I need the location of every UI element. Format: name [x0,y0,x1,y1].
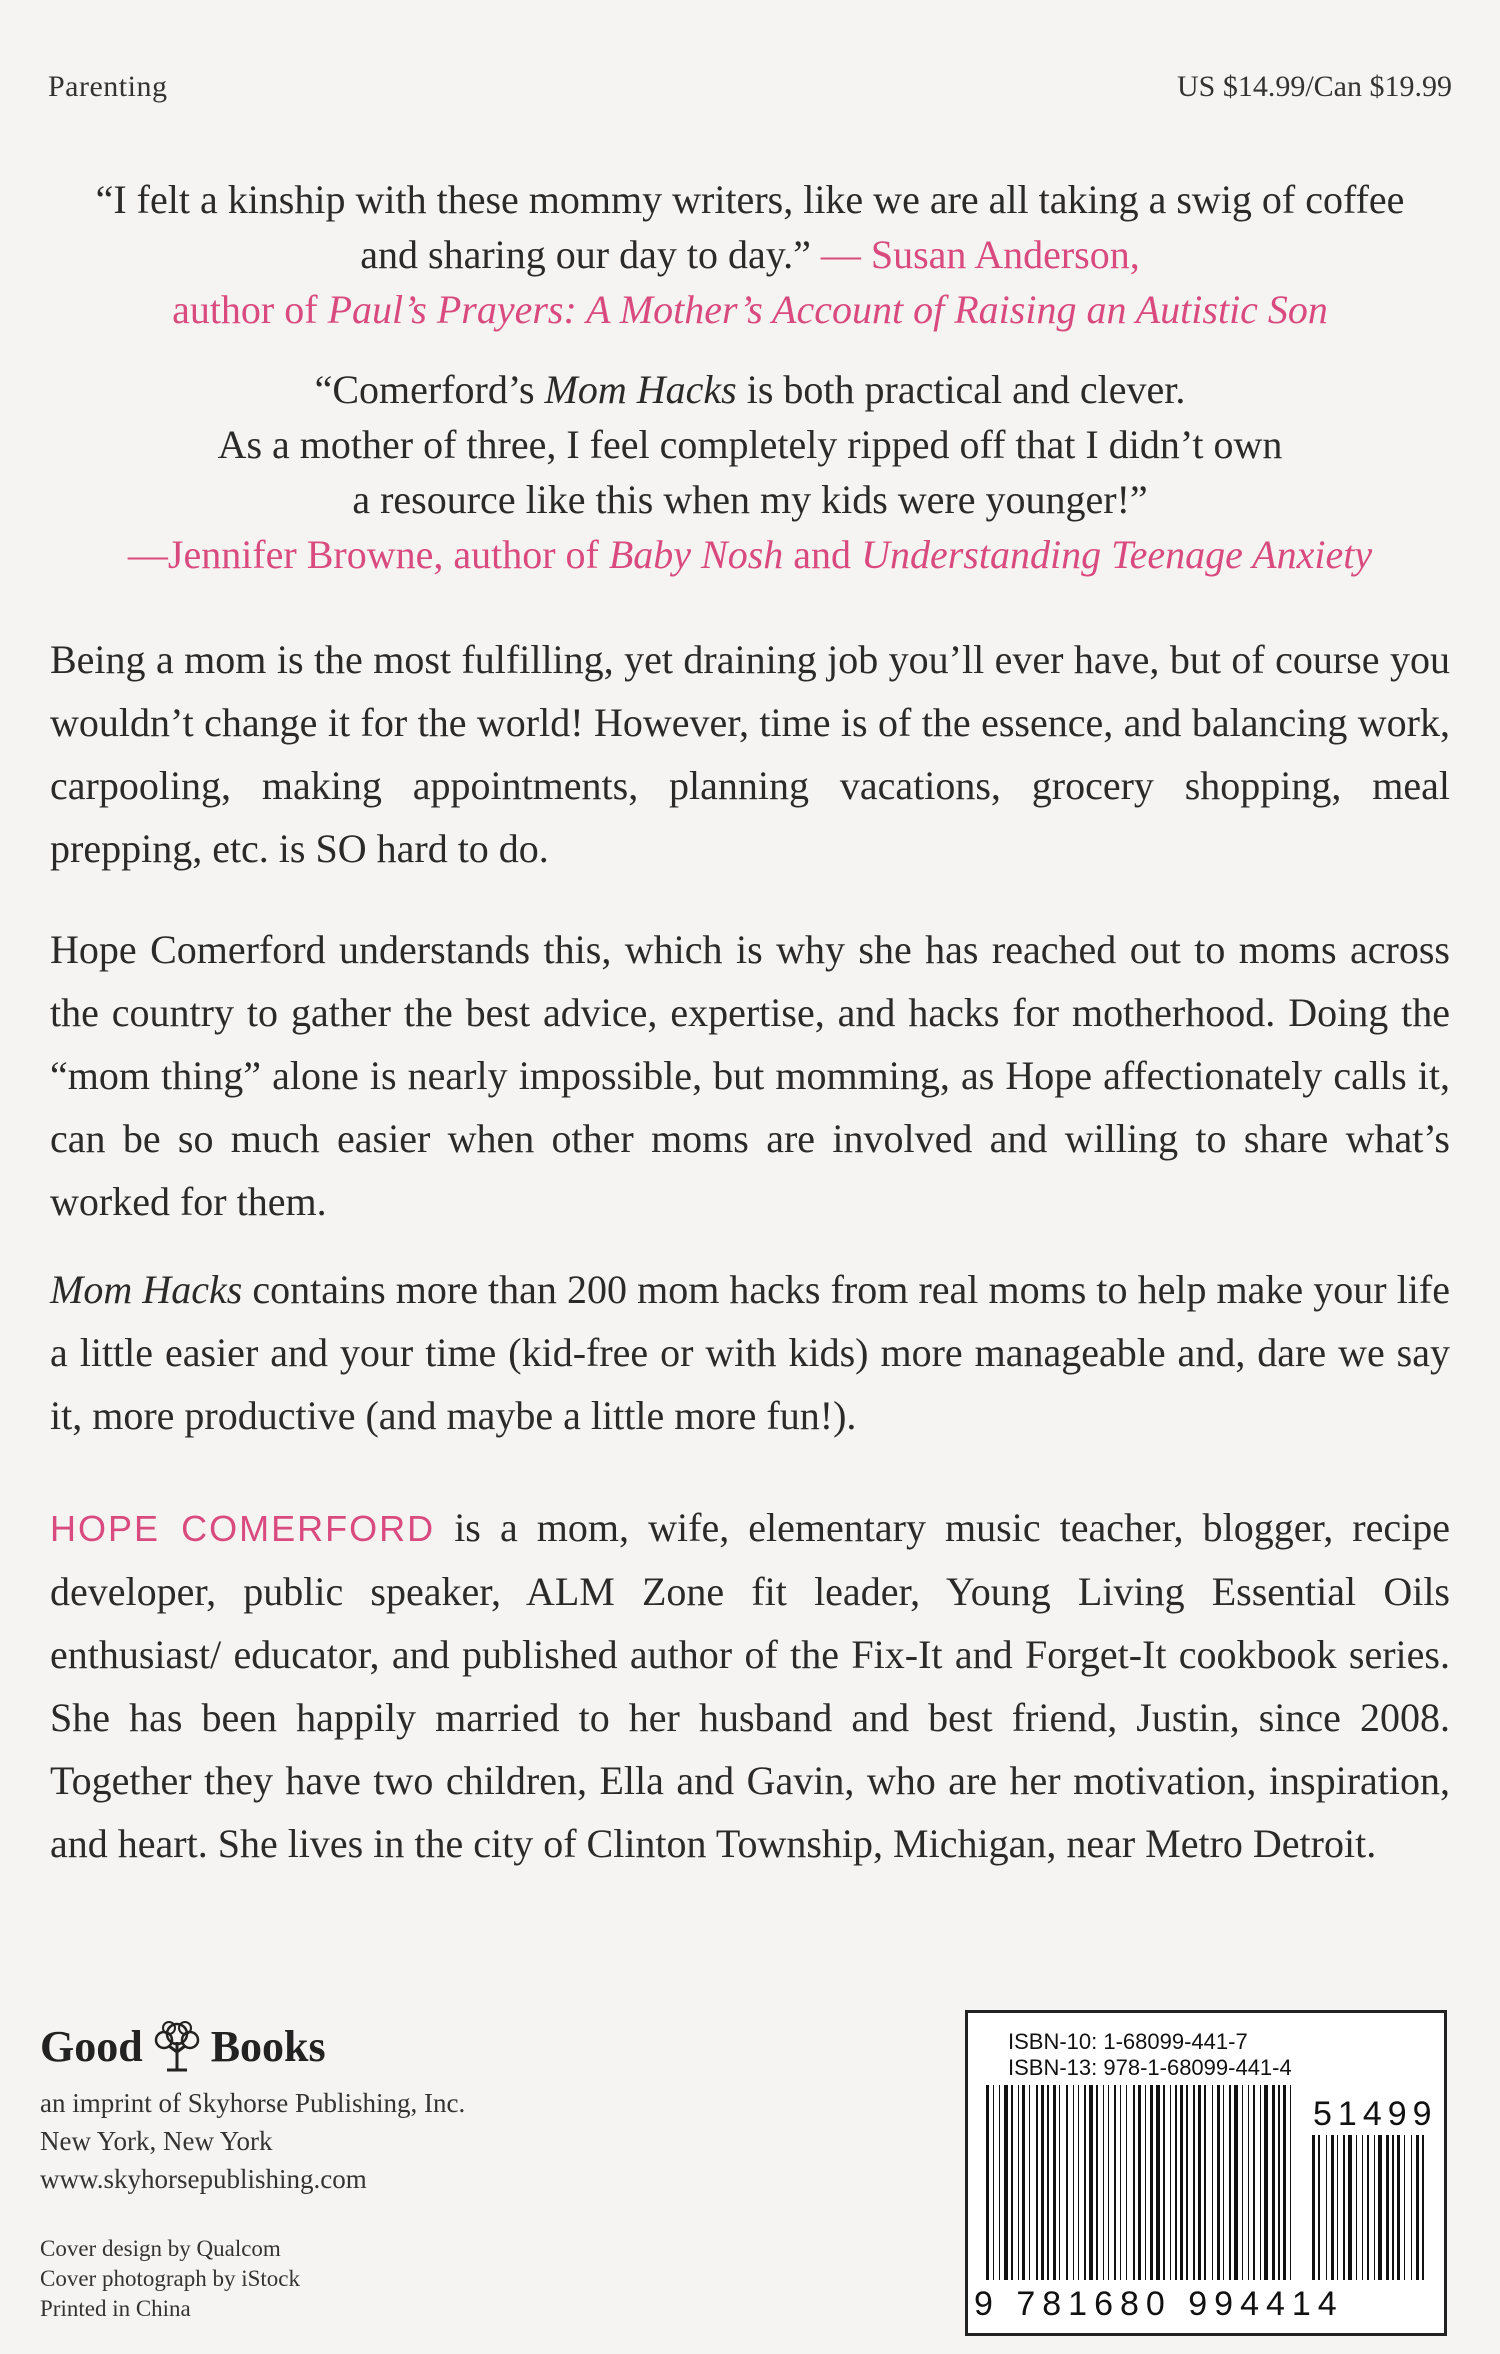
quote-1-attribution-prefix: author of [172,287,328,332]
quote-2-line-1 [60,362,1440,417]
isbn-13: ISBN-13: 978-1-68099-441-4 [1008,2055,1292,2080]
quote-1-attribution-name: — Susan Anderson, [810,232,1140,277]
publisher-imprint: an imprint of Skyhorse Publishing, Inc. [40,2088,466,2118]
barcode-box [965,2010,1447,2336]
quote-2-attribution-and: and [783,532,862,577]
publisher-logo-right: Books [210,2021,326,2071]
quote-1-attribution-title: Paul’s Prayers: A Mother’s Account of Raising an Autistic Son [327,287,1328,332]
quote-2-attribution-prefix: —Jennifer Browne, author of [127,532,609,577]
credit-printed: Printed in China [40,2296,191,2321]
credit-cover-photo: Cover photograph by iStock [40,2266,300,2291]
quote-2-line-2: As a mother of three, I feel completely ripped off that I didn’t own [217,422,1283,467]
description-paragraph-3-text: contains more than 200 mom hacks from real moms to help make your life a little easier and your time (kid-free or with kids) more manageable and, dare we say it, more productive (and maybe a little more fun!). [50,1267,1450,1438]
tree-icon [147,2018,207,2074]
author-name: HOPE COMERFORD [50,1508,436,1549]
barcode-price-code: 51499 [1313,2095,1438,2133]
description-paragraph-2: Hope Comerford understands this, which is why she has reached out to moms across the country to gather the best advice, expertise, and hacks for motherhood. Doing the “mom thing” alone is nearly impossible, but momming, as Hope affectionately calls it, can be so much easier when other moms are involved and willing to share what’s worked for them. [50,927,1450,1224]
publisher-info [40,2084,465,2198]
endorsement-quote-1 [60,172,1440,337]
publisher-block [40,2018,465,2198]
category-label: Parenting [48,70,168,103]
quote-2-line-1-post: is both practical and clever. [736,367,1186,412]
description-book-title: Mom Hacks [50,1267,243,1312]
isbn-10: ISBN-10: 1-68099-441-7 [1008,2029,1248,2054]
quote-2-attribution-title-2: Understanding Teenage Anxiety [861,532,1373,577]
credits-block [40,2234,300,2324]
quote-1-line-2-text: and sharing our day to day.” [360,232,811,277]
quote-2-line-3: a resource like this when my kids were younger!” [352,477,1148,522]
quote-2-book-title: Mom Hacks [544,367,737,412]
quote-2-line-1-pre: “Comerford’s [314,367,545,412]
quote-2-attribution-title-1: Baby Nosh [608,532,784,577]
price-label: US $14.99/Can $19.99 [1176,70,1452,103]
credit-cover-design: Cover design by Qualcom [40,2236,281,2261]
barcode-digits: 9 781680 994414 [974,2285,1344,2323]
publisher-logo [40,2018,465,2074]
publisher-location: New York, New York [40,2126,273,2156]
author-bio-text: is a mom, wife, elementary music teacher, blogger, recipe developer, public speaker, ALM Zone fit leader, Young Living Essential Oils enthusiast/ educator, and published author of the Fix-It and Forget-It cookbook series. She has been happily married to her husband and best friend, Justin, since 2008. Together they have two children, Ella and Gavin, who are her motivation, inspiration, and heart. She lives in the city of Clinton Township, Michigan, near Metro Detroit. [50,1505,1450,1866]
endorsement-quote-2 [60,362,1440,582]
author-bio [50,1496,1450,1875]
publisher-logo-left: Good [40,2021,143,2071]
publisher-website: www.skyhorsepublishing.com [40,2164,367,2194]
description-paragraph-1: Being a mom is the most fulfilling, yet draining job you’ll ever have, but of course you wouldn’t change it for the world! However, time is of the essence, and balancing work, carpooling, making appointments, planning vacations, grocery shopping, meal prepping, etc. is SO hard to do. [50,637,1450,871]
quote-1-line-1: “I felt a kinship with these mommy writers, like we are all taking a swig of coffee [95,177,1405,222]
quote-1-attribution [60,282,1440,337]
quote-2-attribution [60,527,1440,582]
description-paragraph-3 [50,1258,1450,1447]
quote-1-line-2 [60,227,1440,282]
